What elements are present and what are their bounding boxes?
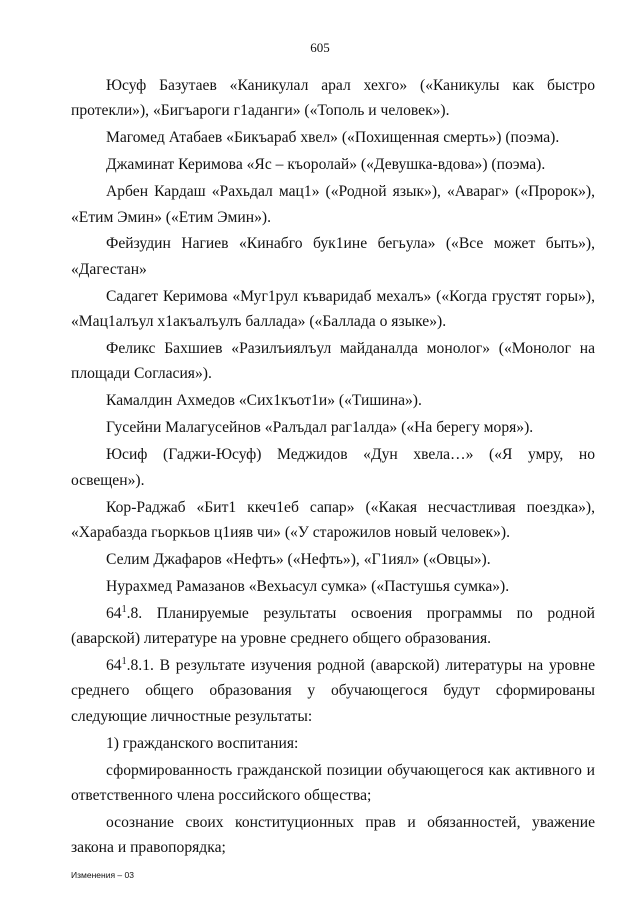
paragraph-2: Магомед Атабаев «Бикъараб хвел» («Похищенная смерть») (поэма). (106, 129, 560, 147)
paragraph-6: Садагет Керимова «Муг1рул къваридаб мехалъ» («Когда грустят горы»), «Мац1алъул х1акъалъулъ баллада» («Баллада о языке»). (71, 287, 595, 331)
paragraph-13: Нурахмед Рамазанов «Вехьасул сумка» («Пастушья сумка»). (106, 577, 510, 595)
section-number-suffix: .8.1. (126, 656, 154, 674)
section-number-sup: 1 (121, 603, 127, 615)
paragraph-7: Феликс Бахшиев «Разилъиялъул майданалда монолог» («Монолог на площади Согласия»). (71, 340, 595, 383)
section-text: Планируемые результаты освоения программы по родной (аварской) литературе на уровне среднего общего образования. (71, 604, 595, 648)
paragraph-12: Селим Джафаров «Нефть» («Нефть»), «Г1иял» («Овцы»). (106, 550, 491, 568)
paragraph-11: Кор-Раджаб «Бит1 ккеч1еб сапар» («Какая несчастливая поездка»), «Харабазда гьоркьов ц1ияв чи» («У старожилов новый человек»). (71, 498, 595, 541)
paragraph-4: Арбен Кардаш «Рахьдал мац1» («Родной язык»), «Авараг» («Пророк»), «Етим Эмин» («Етим Эмин»). (71, 183, 595, 226)
document-body (71, 73, 595, 862)
section-heading-planned-results (71, 601, 595, 652)
paragraph-5: Фейзудин Нагиев «Кинабго бук1ине бегьула» («Все может быть»), «Дагестан» (71, 235, 595, 278)
section-text: В результате изучения родной (аварской) литературы на уровне среднего общего образования у обучающегося будут сформированы следующие личностные результаты: (71, 656, 595, 725)
footer-revision: Изменения – 03 (71, 870, 134, 880)
section-heading-personal-results (71, 653, 595, 729)
page-number: 605 (310, 40, 330, 55)
paragraph-8: Камалдин Ахмедов «Сих1къот1и» («Тишина»). (106, 392, 422, 410)
paragraph-10: Юсиф (Гаджи-Юсуф) Меджидов «Дун хвела…» («Я умру, но освещен»). (71, 446, 595, 489)
section-number-suffix: .8. (126, 604, 143, 622)
section-number-sup: 1 (121, 655, 127, 667)
list-item: осознание своих конституционных прав и обязанностей, уважение закона и правопорядка; (71, 813, 595, 857)
paragraph-3: Джаминат Керимова «Яс – къоролай» («Девушка-вдова») (поэма). (106, 156, 546, 174)
section-number-prefix: 64 (106, 604, 122, 622)
paragraph-9: Гусейни Малагусейнов «Ралъдал раг1алда» («На берегу моря»). (106, 419, 534, 437)
paragraph-1: Юсуф Базутаев «Каникулал арал хехго» («Каникулы как быстро протекли»), «Бигъароги г1аданги» («Тополь и человек»). (71, 77, 595, 120)
list-item: сформированность гражданской позиции обучающегося как активного и ответственного члена российского общества; (71, 761, 595, 804)
list-item: 1) гражданского воспитания: (106, 734, 299, 752)
section-number-prefix: 64 (106, 656, 122, 674)
